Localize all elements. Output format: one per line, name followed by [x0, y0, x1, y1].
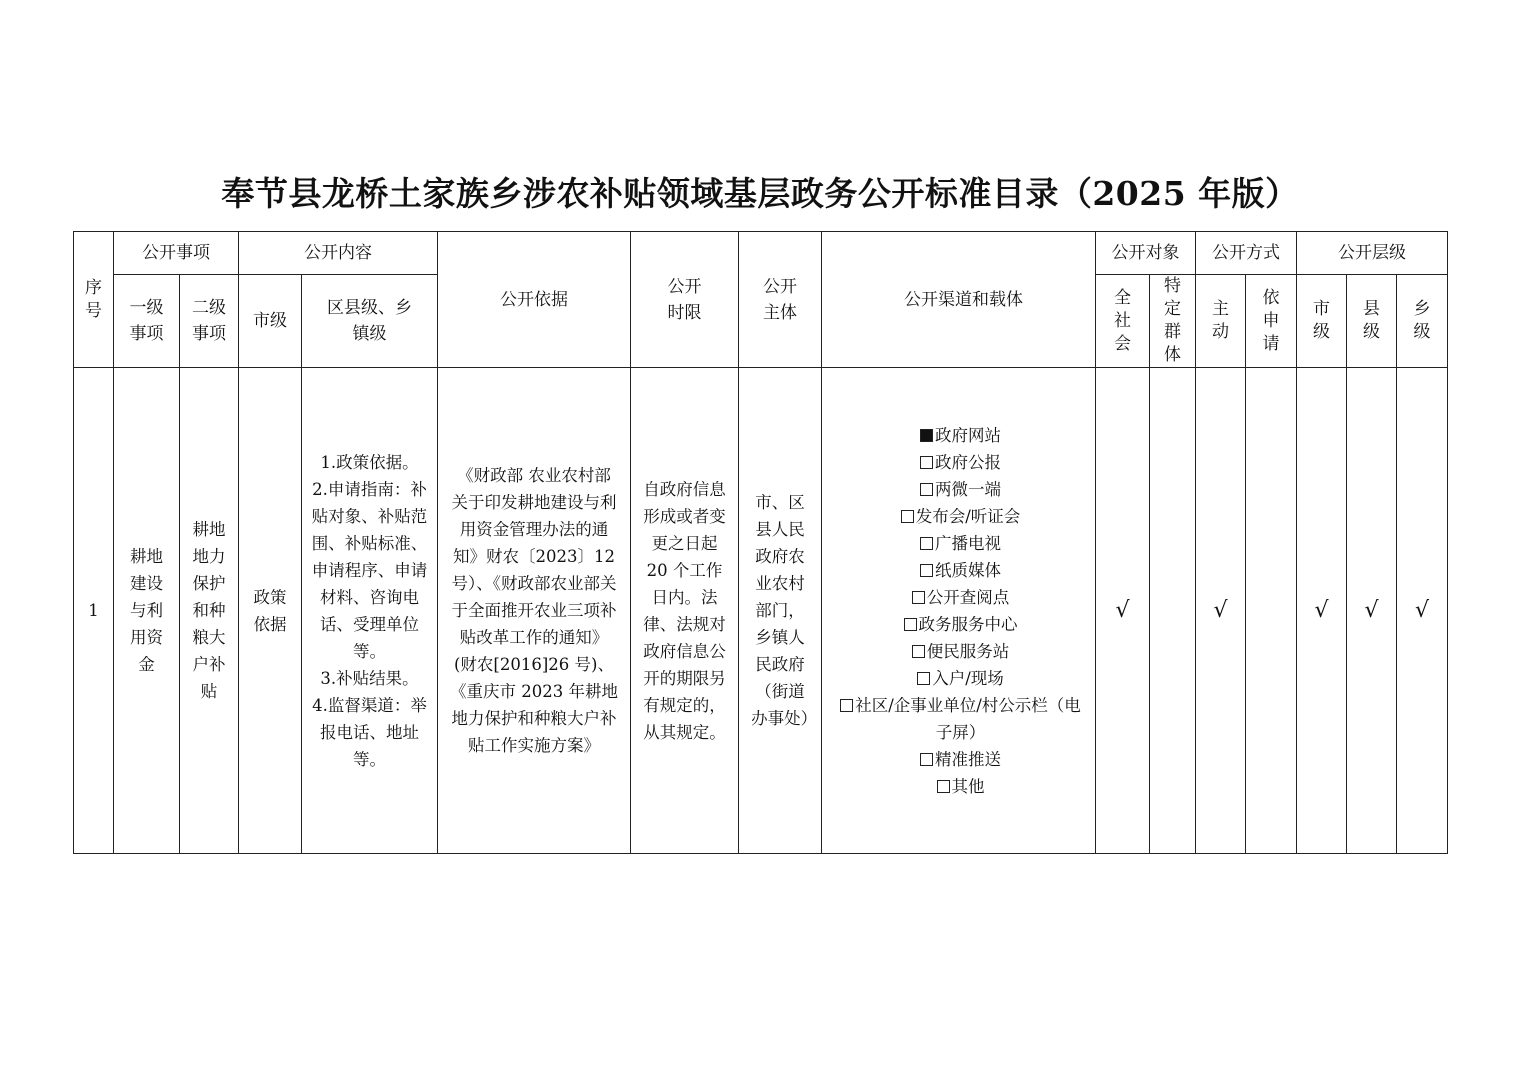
header-channels: 公开渠道和载体: [822, 232, 1096, 368]
unchecked-box-icon: [840, 699, 853, 712]
channel-label: 其他: [951, 776, 985, 796]
check-mark: √: [1115, 598, 1130, 623]
check-method-request: [1246, 368, 1297, 854]
unchecked-box-icon: [917, 672, 930, 685]
channel-option: [895, 449, 1027, 476]
header-item-group: 公开事项: [114, 232, 239, 275]
channel-option: [895, 476, 1027, 503]
header-level-group: 公开层级: [1297, 232, 1448, 275]
channel-label: 发布会/听证会: [915, 506, 1021, 526]
header-district: 区县级、乡镇级: [302, 275, 438, 368]
channel-option: [895, 503, 1027, 530]
unchecked-box-icon: [920, 753, 933, 766]
header-seq: 序号: [74, 232, 114, 368]
row-basis: 《财政部 农业农村部关于印发耕地建设与利用资金管理办法的通知》财农〔2023〕12 号）、《财政部农业部关于全面推开农业三项补贴改革工作的通知》(财农[2016]26 号)、《重庆市 2023 年耕地地力保护和种粮大户补贴工作实施方案》: [438, 368, 631, 854]
header-method-request: 依申请: [1246, 275, 1297, 368]
row-time-limit: 自政府信息形成或者变更之日起 20 个工作日内。法律、法规对政府信息公开的期限另有规定的，从其规定。: [631, 368, 739, 854]
header-method-active: 主动: [1196, 275, 1246, 368]
channel-label: 公开查阅点: [926, 587, 1010, 607]
unchecked-box-icon: [912, 645, 925, 658]
header-level-county: 县级: [1347, 275, 1397, 368]
header-time-limit: 公开时限: [631, 232, 739, 368]
check-mark: √: [1314, 598, 1329, 623]
row-level1: 耕地建设与利用资金: [114, 368, 180, 854]
header-basis: 公开依据: [438, 232, 631, 368]
channel-label: 精准推送: [935, 749, 1001, 769]
unchecked-box-icon: [901, 510, 914, 523]
channel-option: [895, 638, 1027, 665]
check-mark: √: [1414, 598, 1430, 623]
channel-option: [895, 530, 1027, 557]
unchecked-box-icon: [937, 780, 950, 793]
table-row: [74, 368, 1448, 854]
unchecked-box-icon: [920, 483, 933, 496]
header-target-specific: 特定群体: [1150, 275, 1196, 368]
check-mark: √: [1213, 598, 1228, 623]
header-city: 市级: [239, 275, 302, 368]
row-city: 政策依据: [239, 368, 302, 854]
check-level-county: [1347, 368, 1397, 854]
check-target-specific: [1150, 368, 1196, 854]
header-method-group: 公开方式: [1196, 232, 1297, 275]
channel-label: 两微一端: [935, 479, 1001, 499]
channel-label: 纸质媒体: [935, 560, 1001, 580]
header-target-all: 全社会: [1096, 275, 1150, 368]
channel-label: 便民服务站: [926, 641, 1010, 661]
channel-label: 社区/企事业单位/村公示栏（电子屏）: [855, 695, 1081, 742]
page-title: 奉节县龙桥土家族乡涉农补贴领域基层政务公开标准目录（2025 年版）: [221, 174, 1299, 213]
channel-label: 广播电视: [935, 533, 1001, 553]
channel-option: [895, 665, 1027, 692]
channel-option: [895, 773, 1027, 800]
channel-option: [895, 584, 1027, 611]
header-level2: 二级事项: [180, 275, 239, 368]
channel-label: 政府网站: [935, 425, 1001, 445]
header-level-city: 市级: [1297, 275, 1347, 368]
header-subject: 公开主体: [739, 232, 822, 368]
channel-list: [832, 422, 1089, 800]
row-channels: [822, 368, 1096, 854]
check-level-town: [1397, 368, 1448, 854]
channel-option: [895, 557, 1027, 584]
header-target-group: 公开对象: [1096, 232, 1196, 275]
unchecked-box-icon: [912, 591, 925, 604]
channel-option: [895, 746, 1027, 773]
channel-option: [832, 692, 1089, 746]
row-district: 1.政策依据。 2.申请指南：补贴对象、补贴范围、补贴标准、申请程序、申请材料、咨询电话、受理单位等。 3.补贴结果。 4.监督渠道：举报电话、地址等。: [302, 368, 438, 854]
catalog-table: [73, 231, 1448, 854]
unchecked-box-icon: [920, 456, 933, 469]
check-method-active: [1196, 368, 1246, 854]
channel-label: 入户/现场: [932, 668, 1004, 688]
check-target-all: [1096, 368, 1150, 854]
channel-label: 政府公报: [935, 452, 1001, 472]
unchecked-box-icon: [904, 618, 917, 631]
unchecked-box-icon: [920, 537, 933, 550]
header-level-town: 乡级: [1397, 275, 1448, 368]
row-level2: 耕地地力保护和种粮大户补贴: [180, 368, 239, 854]
checked-box-icon: [920, 429, 933, 442]
check-level-city: [1297, 368, 1347, 854]
row-subject: 市、区县人民政府农业农村部门，乡镇人民政府（街道办事处）: [739, 368, 822, 854]
channel-option: [895, 422, 1027, 449]
unchecked-box-icon: [920, 564, 933, 577]
channel-label: 政务服务中心: [918, 614, 1018, 634]
header-level1: 一级事项: [114, 275, 180, 368]
row-seq: 1: [74, 368, 114, 854]
channel-option: [895, 611, 1027, 638]
header-content-group: 公开内容: [239, 232, 438, 275]
check-mark: √: [1364, 598, 1379, 623]
